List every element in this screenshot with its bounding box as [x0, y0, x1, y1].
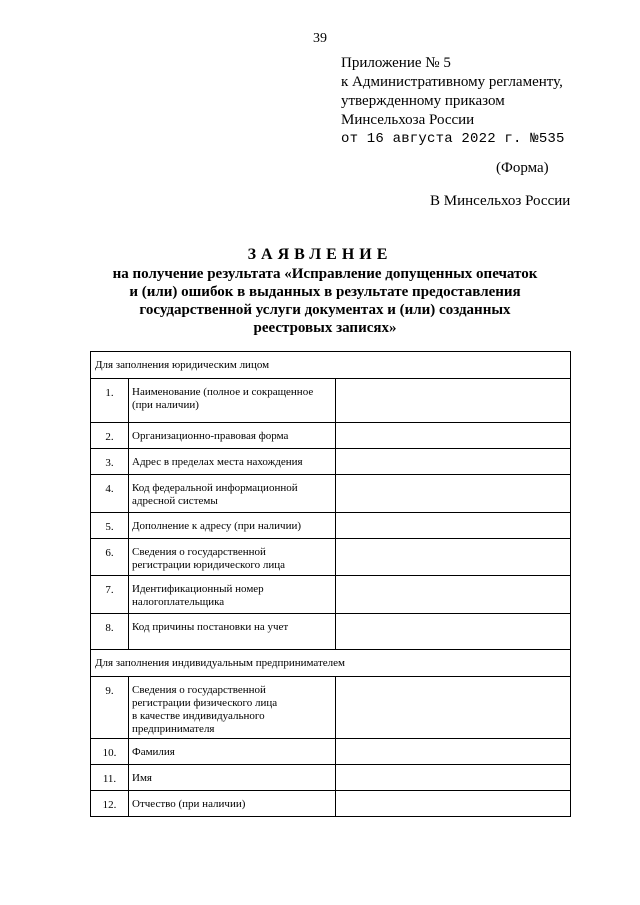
- row-label-line: Организационно-правовая форма: [132, 430, 289, 442]
- appendix-line: к Административному регламенту,: [341, 74, 563, 90]
- row-label-line: Сведения о государственной: [132, 684, 266, 696]
- application-form-table: [90, 351, 571, 817]
- table-row: [91, 449, 571, 475]
- row-value-field[interactable]: [336, 576, 571, 614]
- row-number: 5.: [91, 513, 129, 539]
- row-value-field[interactable]: [336, 791, 571, 817]
- row-label: [129, 677, 336, 739]
- table-row: [91, 791, 571, 817]
- row-label: [129, 576, 336, 614]
- row-value-field[interactable]: [336, 739, 571, 765]
- row-label: [129, 449, 336, 475]
- table-row: [91, 475, 571, 513]
- row-label: [129, 475, 336, 513]
- subtitle-line: и (или) ошибок в выданных в результате предоставления: [129, 284, 521, 300]
- table-row: [91, 513, 571, 539]
- appendix-date: от 16 августа 2022 г. №535: [341, 131, 565, 147]
- row-value-field[interactable]: [336, 765, 571, 791]
- row-value-field[interactable]: [336, 677, 571, 739]
- section-header: Для заполнения индивидуальным предпринимателем: [91, 650, 571, 677]
- subtitle-line: на получение результата «Исправление допущенных опечаток: [112, 266, 538, 282]
- row-number: 10.: [91, 739, 129, 765]
- row-label: [129, 379, 336, 423]
- row-value-field[interactable]: [336, 513, 571, 539]
- row-label-line: Отчество (при наличии): [132, 798, 246, 810]
- table-row: [91, 423, 571, 449]
- row-label: [129, 765, 336, 791]
- page-number: 39: [313, 31, 327, 46]
- row-label-line: налогоплательщика: [132, 596, 225, 608]
- row-label-line: адресной системы: [132, 495, 218, 507]
- row-label-line: в качестве индивидуального: [132, 710, 265, 722]
- row-label-line: (при наличии): [132, 399, 199, 411]
- row-number: 9.: [91, 677, 129, 739]
- section-header-row: [91, 352, 571, 379]
- section-header-row: [91, 650, 571, 677]
- row-value-field[interactable]: [336, 449, 571, 475]
- row-label-line: Сведения о государственной: [132, 546, 266, 558]
- table-row: [91, 539, 571, 576]
- subtitle-line: реестровых записях»: [253, 320, 397, 336]
- row-value-field[interactable]: [336, 379, 571, 423]
- table-row: [91, 739, 571, 765]
- row-label: [129, 791, 336, 817]
- row-number: 6.: [91, 539, 129, 576]
- row-value-field[interactable]: [336, 475, 571, 513]
- table-row: [91, 576, 571, 614]
- row-number: 2.: [91, 423, 129, 449]
- row-number: 3.: [91, 449, 129, 475]
- row-label-line: Адрес в пределах места нахождения: [132, 456, 303, 468]
- row-label-line: предпринимателя: [132, 723, 215, 735]
- row-label-line: Имя: [132, 772, 152, 784]
- row-value-field[interactable]: [336, 614, 571, 650]
- table-row: [91, 614, 571, 650]
- row-label: [129, 614, 336, 650]
- table-row: [91, 379, 571, 423]
- appendix-line: Минсельхоза России: [341, 112, 475, 128]
- row-number: 1.: [91, 379, 129, 423]
- document-title: ЗАЯВЛЕНИЕ: [247, 246, 393, 263]
- row-label-line: Идентификационный номер: [132, 583, 264, 595]
- row-label-line: Дополнение к адресу (при наличии): [132, 520, 302, 532]
- row-number: 11.: [91, 765, 129, 791]
- appendix-line: утвержденному приказом: [341, 93, 505, 109]
- row-value-field[interactable]: [336, 539, 571, 576]
- addressee: В Минсельхоз России: [430, 193, 571, 209]
- appendix-block: [341, 54, 565, 149]
- row-value-field[interactable]: [336, 423, 571, 449]
- row-number: 12.: [91, 791, 129, 817]
- row-label: [129, 423, 336, 449]
- row-label-line: Код причины постановки на учет: [132, 621, 289, 633]
- subtitle-line: государственной услуги документах и (или) созданных: [139, 302, 511, 318]
- document-subtitle: [110, 265, 540, 337]
- row-label: [129, 739, 336, 765]
- row-label: [129, 513, 336, 539]
- form-label: (Форма): [496, 160, 549, 176]
- table-row: [91, 677, 571, 739]
- row-label-line: Фамилия: [132, 746, 175, 758]
- table-row: [91, 765, 571, 791]
- row-label: [129, 539, 336, 576]
- appendix-line: Приложение № 5: [341, 55, 451, 71]
- row-label-line: регистрации юридического лица: [132, 559, 285, 571]
- row-label-line: Код федеральной информационной: [132, 482, 298, 494]
- row-label-line: Наименование (полное и сокращенное: [132, 386, 314, 398]
- row-number: 8.: [91, 614, 129, 650]
- row-number: 4.: [91, 475, 129, 513]
- row-label-line: регистрации физического лица: [132, 697, 278, 709]
- section-header: Для заполнения юридическим лицом: [91, 352, 571, 379]
- row-number: 7.: [91, 576, 129, 614]
